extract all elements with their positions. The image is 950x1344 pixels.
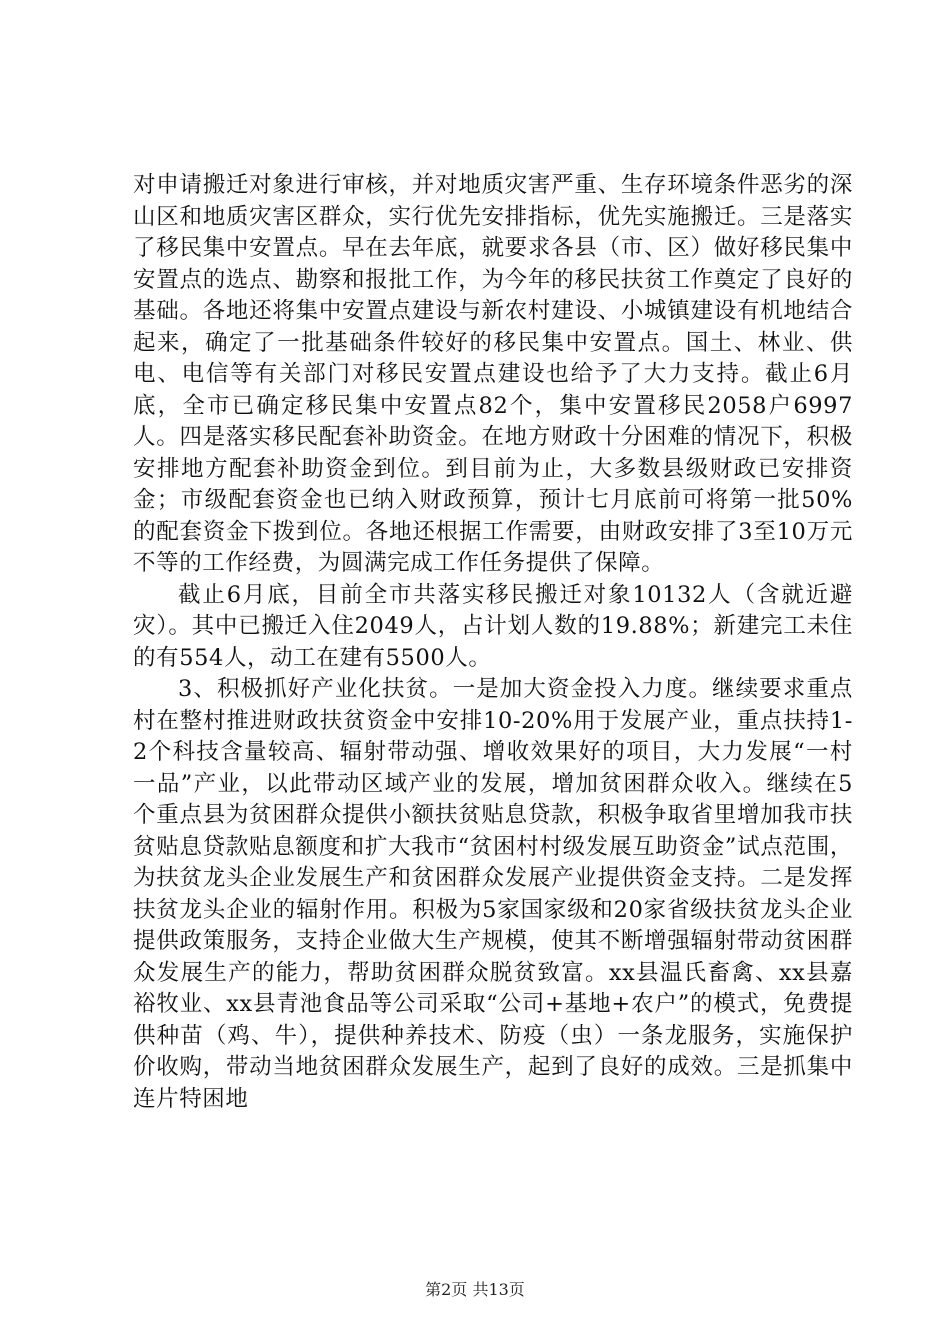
page-footer: 第2页 共13页 <box>425 1280 525 1299</box>
paragraph-relocation-progress: 截止6月底，目前全市共落实移民搬迁对象10132人（含就近避灾）。其中已搬迁入住2049人，占计划人数的19.88%；新建完工未住的有554人，动工在建有5500人。 <box>133 581 853 671</box>
body-text <box>133 170 853 1115</box>
paragraph-industrial-poverty-relief: 3、积极抓好产业化扶贫。一是加大资金投入力度。继续要求重点村在整村推进财政扶贫资金中安排10-20%用于发展产业，重点扶持1-2个科技含量较高、辐射带动强、增收效果好的项目，大力发展“一村一品”产业，以此带动区域产业的发展，增加贫困群众收入。继续在5个重点县为贫困群众提供小额扶贫贴息贷款，积极争取省里增加我市扶贫贴息贷款贴息额度和扩大我市“贫困村村级发展互助资金”试点范围，为扶贫龙头企业发展生产和贫困群众发展产业提供资金支持。二是发挥扶贫龙头企业的辐射作用。积极为5家国家级和20家省级扶贫龙头企业提供政策服务，支持企业做大生产规模，使其不断增强辐射带动贫困群众发展生产的能力，帮助贫困群众脱贫致富。xx县温氏畜禽、xx县嘉裕牧业、xx县青池食品等公司采取“公司+基地+农户”的模式，免费提供种苗（鸡、牛），提供种养技术、防疫（虫）一条龙服务，实施保护价收购，带动当地贫困群众发展生产，起到了良好的成效。三是抓集中连片特困地 <box>133 676 853 1112</box>
paragraph-relocation-measures: 对申请搬迁对象进行审核，并对地质灾害严重、生存环境条件恶劣的深山区和地质灾害区群众，实行优先安排指标，优先实施搬迁。三是落实了移民集中安置点。早在去年底，就要求各县（市、区）做好移民集中安置点的选点、勘察和报批工作，为今年的移民扶贫工作奠定了良好的基础。各地还将集中安置点建设与新农村建设、小城镇建设有机地结合起来，确定了一批基础条件较好的移民集中安置点。国土、林业、供电、电信等有关部门对移民安置点建设也给予了大力支持。截止6月底，全市已确定移民集中安置点82个，集中安置移民2058户6997人。四是落实移民配套补助资金。在地方财政十分困难的情况下，积极安排地方配套补助资金到位。到目前为止，大多数县级财政已安排资金；市级配套资金也已纳入财政预算，预计七月底前可将第一批50%的配套资金下拨到位。各地还根据工作需要，由财政安排了3至10万元不等的工作经费，为圆满完成工作任务提供了保障。 <box>133 172 853 576</box>
